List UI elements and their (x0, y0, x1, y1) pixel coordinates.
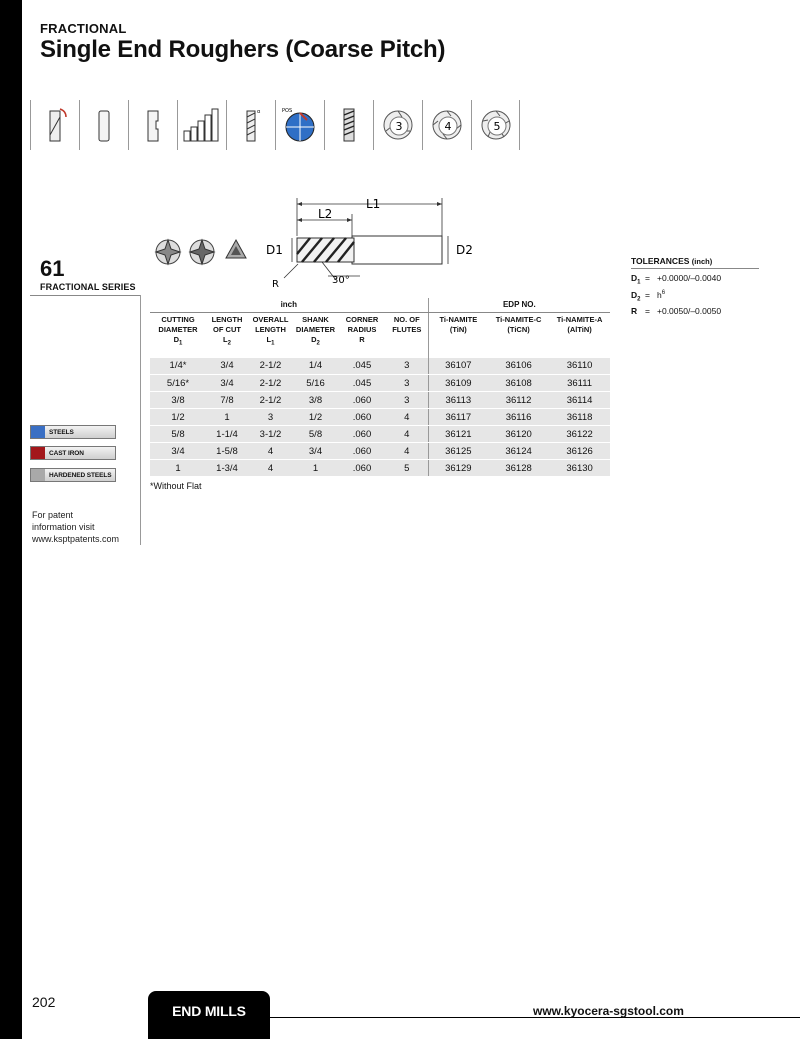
end-view-4-flute-icon (190, 240, 214, 264)
column-header: LENGTH OF CUT $L_2$ (211, 315, 243, 347)
table-cell: 36106 (488, 358, 549, 375)
table-cell: 3 (248, 409, 293, 426)
table-cell: 5/8 (150, 426, 206, 443)
table-cell: 36110 (549, 358, 610, 375)
table-cell: 36121 (428, 426, 488, 443)
svg-text:5: 5 (493, 120, 500, 133)
table-row (150, 358, 610, 375)
table-cell: 3/4 (150, 443, 206, 460)
material-swatch (31, 426, 45, 438)
table-cell: 36124 (488, 443, 549, 460)
website-link[interactable]: www.kyocera-sgstool.com (533, 1004, 684, 1018)
table-cell: 3 (386, 375, 428, 392)
table-row (150, 443, 610, 460)
column-header-row (150, 313, 610, 358)
table-cell: 3/4 (206, 375, 248, 392)
table-cell: 36118 (549, 409, 610, 426)
material-badge-cast-iron: CAST IRON (30, 446, 116, 460)
flatted-shank-icon (128, 100, 177, 150)
table-row (150, 375, 610, 392)
end-view-icons (152, 236, 252, 268)
tolerance-row-d2: $D_2$ = h 6 (631, 289, 666, 303)
coarse-pitch-icon (324, 100, 373, 150)
table-cell: .060 (338, 392, 386, 409)
flute-count-5-icon (471, 100, 520, 150)
table-cell: 3/4 (293, 443, 338, 460)
left-black-bar (0, 0, 22, 1039)
angle-label: 30° (332, 275, 350, 286)
column-header: SHANK DIAMETER $D_2$ (295, 315, 336, 347)
table-cell: 36117 (428, 409, 488, 426)
svg-text:3: 3 (395, 120, 403, 133)
table-cell: 2-1/2 (248, 375, 293, 392)
table-cell: 36128 (488, 460, 549, 477)
rougher-profile-icon (226, 100, 275, 150)
end-view-3-flute-icon (156, 240, 180, 264)
table-cell: 36129 (428, 460, 488, 477)
table-cell: .045 (338, 358, 386, 375)
group-header-edp: EDP NO. (428, 298, 610, 313)
page-title: Single End Roughers (Coarse Pitch) (40, 36, 446, 63)
series-label: FRACTIONAL SERIES (40, 282, 136, 292)
table-cell: 1-1/4 (206, 426, 248, 443)
table-cell: 36126 (549, 443, 610, 460)
tolerance-row-d1: $D_1$ = +0.0000/–0.0040 (631, 273, 722, 286)
flute-count-4-icon (422, 100, 471, 150)
table-cell: 4 (386, 409, 428, 426)
page-number: 202 (32, 994, 56, 1010)
table-cell: .060 (338, 443, 386, 460)
table-cell: 1 (206, 409, 248, 426)
r-label: R (272, 279, 279, 288)
table-footnote: *Without Flat (150, 481, 202, 491)
patent-note: For patent information visit www.ksptpatents.com (32, 510, 120, 544)
table-row (150, 409, 610, 426)
helix-angle-icon (30, 100, 79, 150)
column-header: Ti-NAMITE-C (TiCN) (495, 315, 542, 334)
material-badge-hardened-steels: HARDENED STEELS (30, 468, 116, 482)
table-cell: 3-1/2 (248, 426, 293, 443)
patent-link[interactable]: www.ksptpatents.com (32, 534, 120, 544)
table-cell: .045 (338, 375, 386, 392)
plain-shank-icon (79, 100, 128, 150)
tool-dimension-diagram (262, 192, 502, 288)
series-number: 61 (40, 256, 65, 281)
table-cell: 5/16* (150, 375, 206, 392)
table-cell: 1/4* (150, 358, 206, 375)
l1-label: L1 (366, 197, 381, 211)
table-cell: 36108 (488, 375, 549, 392)
table-cell: 5/8 (293, 426, 338, 443)
column-header: CUTTING DIAMETER $D_1$ (158, 315, 198, 347)
table-cell: .060 (338, 460, 386, 477)
column-header: Ti-NAMITE (TiN) (428, 313, 488, 358)
tolerance-row-r: R = +0.0050/–0.0050 (631, 306, 722, 317)
table-cell: 36122 (549, 426, 610, 443)
table-cell: 3/8 (293, 392, 338, 409)
length-chart-icon (177, 100, 226, 150)
sidebar-vertical-rule (140, 295, 141, 545)
table-cell: 7/8 (206, 392, 248, 409)
table-cell: 3 (386, 358, 428, 375)
spec-table-body (150, 358, 610, 477)
table-cell: 4 (386, 443, 428, 460)
column-header: OVERALL LENGTH $L_1$ (252, 315, 289, 347)
table-cell: 36114 (549, 392, 610, 409)
table-cell: 36111 (549, 375, 610, 392)
table-cell: 5/16 (293, 375, 338, 392)
positive-rake-icon (275, 100, 324, 150)
table-cell: 4 (248, 443, 293, 460)
table-cell: 1-3/4 (206, 460, 248, 477)
svg-text:4: 4 (444, 120, 452, 133)
column-header: NO. OF FLUTES (392, 315, 422, 334)
table-cell: 36113 (428, 392, 488, 409)
table-cell: .060 (338, 409, 386, 426)
flute-count-3-icon (373, 100, 422, 150)
table-cell: 1 (150, 460, 206, 477)
table-cell: 36112 (488, 392, 549, 409)
table-cell: 5 (386, 460, 428, 477)
page-kicker: FRACTIONAL (40, 21, 127, 36)
table-cell: 1-5/8 (206, 443, 248, 460)
table-cell: 1/2 (293, 409, 338, 426)
table-cell: 3/4 (206, 358, 248, 375)
table-cell: 36107 (428, 358, 488, 375)
column-header: CORNER RADIUS R (345, 315, 379, 344)
table-row (150, 392, 610, 409)
table-cell: 2-1/2 (248, 392, 293, 409)
tolerances-box (631, 256, 759, 316)
group-header-inch: inch (150, 298, 428, 313)
table-cell: 1 (293, 460, 338, 477)
table-cell: 36130 (549, 460, 610, 477)
d2-label: D2 (456, 243, 473, 257)
feature-icon-strip (30, 100, 520, 150)
d1-label: D1 (266, 243, 283, 257)
svg-text:α: α (257, 109, 261, 115)
series-divider (30, 295, 140, 296)
table-row (150, 426, 610, 443)
spec-table (150, 298, 610, 477)
spec-table-wrapper (150, 298, 610, 491)
material-swatch (31, 447, 45, 459)
table-cell: 3/8 (150, 392, 206, 409)
table-cell: 1/4 (293, 358, 338, 375)
l2-label: L2 (318, 207, 333, 221)
table-cell: 2-1/2 (248, 358, 293, 375)
section-tab: END MILLS (148, 991, 270, 1039)
table-cell: .060 (338, 426, 386, 443)
material-swatch (31, 469, 45, 481)
table-cell: 36109 (428, 375, 488, 392)
pos-label: POS (282, 108, 293, 114)
table-cell: 4 (386, 426, 428, 443)
table-cell: 36116 (488, 409, 549, 426)
table-row (150, 460, 610, 477)
table-cell: 3 (386, 392, 428, 409)
column-header: Ti-NAMITE-A (AlTiN) (556, 315, 603, 334)
end-view-5-flute-icon (226, 240, 246, 258)
material-badge-steels: STEELS (30, 425, 116, 439)
tolerances-title: TOLERANCES (inch) (631, 256, 759, 269)
table-cell: 1/2 (150, 409, 206, 426)
table-cell: 36120 (488, 426, 549, 443)
table-cell: 36125 (428, 443, 488, 460)
table-cell: 4 (248, 460, 293, 477)
